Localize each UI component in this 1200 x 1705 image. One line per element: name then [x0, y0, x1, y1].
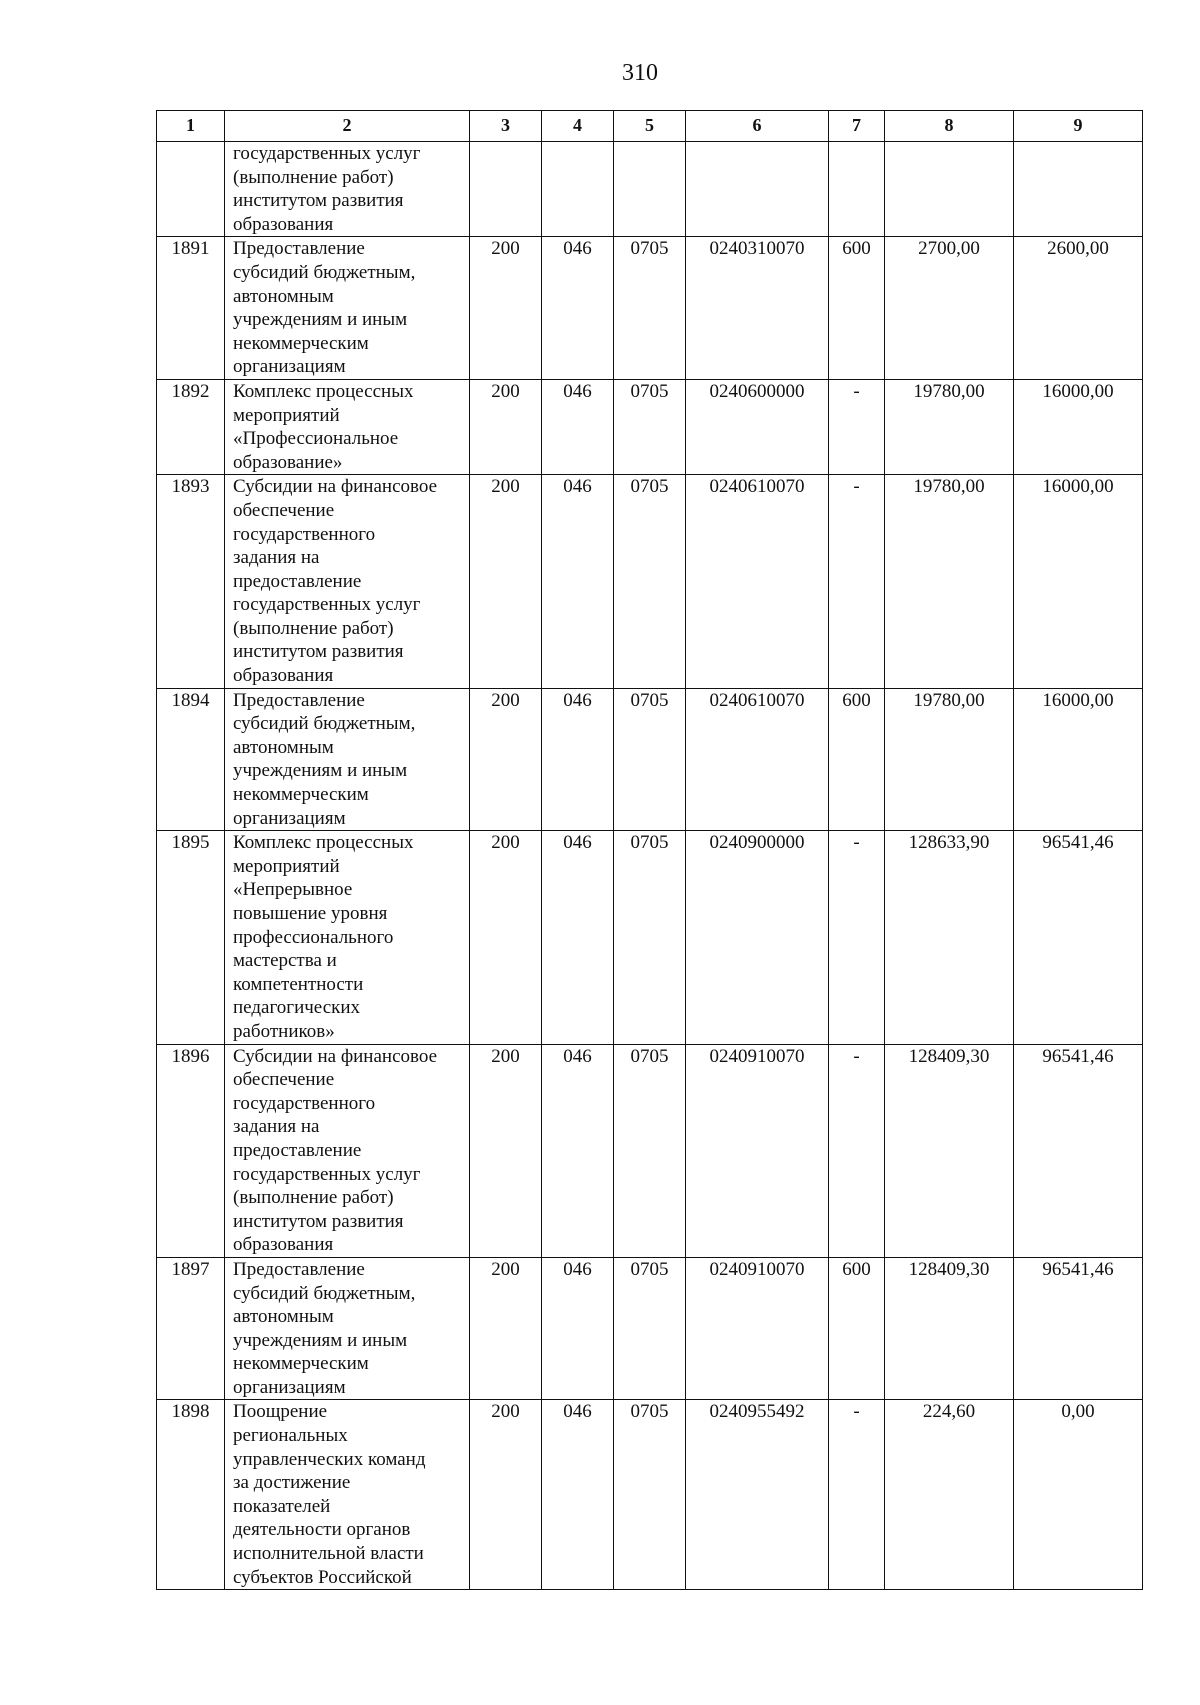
- target-article-cell: 0240600000: [686, 379, 829, 474]
- expense-type-cell: -: [829, 1044, 885, 1257]
- item-name-line: предоставление: [233, 1139, 362, 1161]
- ministry-code-cell: 046: [542, 237, 614, 380]
- header-cell: 7: [829, 111, 885, 142]
- item-name-line: институтом развития: [233, 1210, 404, 1232]
- row-number-cell: 1898: [157, 1400, 225, 1590]
- header-cell: 4: [542, 111, 614, 142]
- header-cell: 5: [614, 111, 686, 142]
- expense-type-cell: 600: [829, 237, 885, 380]
- item-name-line: автономным: [233, 736, 334, 758]
- page-number: 310: [622, 60, 658, 86]
- amount-2024-cell: 128633,90: [885, 831, 1014, 1044]
- item-name-line: некоммерческим: [233, 332, 369, 354]
- row-number-cell: 1893: [157, 475, 225, 688]
- item-name-line: Предоставление: [233, 238, 365, 260]
- item-name-cell: [225, 379, 470, 474]
- item-name-line: компетентности: [233, 973, 364, 995]
- item-name-line: образования: [233, 665, 334, 687]
- item-name-line: организациям: [233, 1376, 346, 1398]
- item-name-line: государственного: [233, 523, 376, 545]
- section-code-cell: [614, 142, 686, 237]
- item-name-line: институтом развития: [233, 190, 404, 212]
- row-number-cell: 1895: [157, 831, 225, 1044]
- item-name-cell: [225, 688, 470, 831]
- item-name-line: предоставление: [233, 570, 362, 592]
- section-code-cell: 0705: [614, 1400, 686, 1590]
- expense-type-cell: -: [829, 1400, 885, 1590]
- ministry-code-cell: 046: [542, 831, 614, 1044]
- ministry-code-cell: 046: [542, 1400, 614, 1590]
- table-header: [157, 111, 1143, 142]
- header-cell: 8: [885, 111, 1014, 142]
- amount-2024-cell: 19780,00: [885, 475, 1014, 688]
- amount-2024-cell: 2700,00: [885, 237, 1014, 380]
- header-cell: 1: [157, 111, 225, 142]
- budget-code-cell: 200: [470, 1044, 542, 1257]
- table-row: [157, 379, 1143, 474]
- amount-2025-cell: 96541,46: [1014, 1257, 1143, 1400]
- ministry-code-cell: 046: [542, 1257, 614, 1400]
- ministry-code-cell: 046: [542, 688, 614, 831]
- table-body: [157, 142, 1143, 1590]
- ministry-code-cell: 046: [542, 379, 614, 474]
- table-row: [157, 1400, 1143, 1590]
- amount-2024-cell: 19780,00: [885, 688, 1014, 831]
- ministry-code-cell: 046: [542, 475, 614, 688]
- table-row: [157, 142, 1143, 237]
- expense-type-cell: -: [829, 475, 885, 688]
- section-code-cell: 0705: [614, 379, 686, 474]
- item-name-line: Комплекс процессных: [233, 380, 414, 402]
- target-article-cell: [686, 142, 829, 237]
- item-name-cell: [225, 831, 470, 1044]
- ministry-code-cell: [542, 142, 614, 237]
- item-name-line: субсидий бюджетным,: [233, 1282, 416, 1304]
- item-name-line: Поощрение: [233, 1401, 328, 1423]
- amount-2025-cell: [1014, 142, 1143, 237]
- item-name-line: обеспечение: [233, 499, 335, 521]
- item-name-line: образования: [233, 213, 334, 235]
- item-name-line: субсидий бюджетным,: [233, 713, 416, 735]
- section-code-cell: 0705: [614, 688, 686, 831]
- item-name-line: некоммерческим: [233, 784, 369, 806]
- item-name-line: деятельности органов: [233, 1519, 411, 1541]
- budget-code-cell: [470, 142, 542, 237]
- item-name-line: Субсидии на финансовое: [233, 1045, 438, 1067]
- header-cell: 3: [470, 111, 542, 142]
- section-code-cell: 0705: [614, 475, 686, 688]
- row-number-cell: 1894: [157, 688, 225, 831]
- item-name-cell: [225, 1257, 470, 1400]
- item-name-line: Предоставление: [233, 1258, 365, 1280]
- item-name-line: автономным: [233, 1306, 334, 1328]
- item-name-line: управленческих команд: [233, 1448, 426, 1470]
- item-name-line: работников»: [233, 1020, 335, 1042]
- expense-type-cell: -: [829, 831, 885, 1044]
- amount-2025-cell: 96541,46: [1014, 1044, 1143, 1257]
- item-name-line: образование»: [233, 451, 343, 473]
- budget-code-cell: 200: [470, 475, 542, 688]
- item-name-line: задания на: [233, 547, 320, 569]
- row-number-cell: 1896: [157, 1044, 225, 1257]
- budget-code-cell: 200: [470, 1400, 542, 1590]
- section-code-cell: 0705: [614, 237, 686, 380]
- section-code-cell: 0705: [614, 1257, 686, 1400]
- item-name-cell: [225, 1400, 470, 1590]
- amount-2024-cell: [885, 142, 1014, 237]
- table-row: [157, 831, 1143, 1044]
- item-name-line: (выполнение работ): [233, 166, 394, 188]
- row-number-cell: 1891: [157, 237, 225, 380]
- table-row: [157, 1257, 1143, 1400]
- item-name-line: повышение уровня: [233, 903, 388, 924]
- amount-2025-cell: 96541,46: [1014, 831, 1143, 1044]
- item-name-cell: [225, 237, 470, 380]
- ministry-code-cell: 046: [542, 1044, 614, 1257]
- item-name-line: задания на: [233, 1116, 320, 1138]
- budget-code-cell: 200: [470, 688, 542, 831]
- amount-2024-cell: 128409,30: [885, 1257, 1014, 1400]
- item-name-line: государственного: [233, 1092, 376, 1114]
- section-code-cell: 0705: [614, 831, 686, 1044]
- item-name-line: организациям: [233, 356, 346, 378]
- target-article-cell: 0240610070: [686, 688, 829, 831]
- item-name-line: (выполнение работ): [233, 1187, 394, 1209]
- header-row: [157, 111, 1143, 142]
- item-name-line: за достижение: [233, 1472, 351, 1494]
- target-article-cell: 0240910070: [686, 1257, 829, 1400]
- target-article-cell: 0240900000: [686, 831, 829, 1044]
- amount-2025-cell: 2600,00: [1014, 237, 1143, 380]
- item-name-line: институтом развития: [233, 641, 404, 663]
- item-name-line: мастерства и: [233, 950, 337, 972]
- item-name-line: мероприятий: [233, 855, 340, 877]
- table-row: [157, 688, 1143, 831]
- target-article-cell: 0240955492: [686, 1400, 829, 1590]
- item-name-cell: [225, 475, 470, 688]
- section-code-cell: 0705: [614, 1044, 686, 1257]
- item-name-line: «Непрерывное: [233, 879, 353, 901]
- item-name-line: субсидий бюджетным,: [233, 261, 416, 283]
- item-name-line: автономным: [233, 285, 334, 307]
- header-cell: 9: [1014, 111, 1143, 142]
- row-number-cell: 1897: [157, 1257, 225, 1400]
- item-name-line: региональных: [233, 1425, 348, 1447]
- table-row: [157, 237, 1143, 380]
- item-name-line: организациям: [233, 807, 346, 829]
- item-name-line: учреждениям и иным: [233, 309, 408, 331]
- target-article-cell: 0240610070: [686, 475, 829, 688]
- item-name-line: Комплекс процессных: [233, 832, 414, 854]
- item-name-line: показателей: [233, 1495, 331, 1517]
- item-name-line: государственных услуг: [233, 1163, 421, 1185]
- target-article-cell: 0240910070: [686, 1044, 829, 1257]
- item-name-line: Субсидии на финансовое: [233, 476, 438, 498]
- item-name-line: (выполнение работ): [233, 617, 394, 639]
- item-name-line: профессионального: [233, 926, 394, 948]
- row-number-cell: [157, 142, 225, 237]
- item-name-line: учреждениям и иным: [233, 760, 408, 782]
- amount-2024-cell: 224,60: [885, 1400, 1014, 1590]
- amount-2024-cell: 128409,30: [885, 1044, 1014, 1257]
- expense-type-cell: [829, 142, 885, 237]
- budget-code-cell: 200: [470, 831, 542, 1044]
- table-row: [157, 475, 1143, 688]
- item-name-line: «Профессиональное: [233, 428, 399, 450]
- expense-type-cell: -: [829, 379, 885, 474]
- item-name-line: некоммерческим: [233, 1353, 369, 1375]
- item-name-line: Предоставление: [233, 689, 365, 711]
- item-name-line: учреждениям и иным: [233, 1329, 408, 1351]
- item-name-line: исполнительной власти: [233, 1543, 424, 1565]
- budget-table: [156, 110, 1143, 1590]
- row-number-cell: 1892: [157, 379, 225, 474]
- item-name-line: образования: [233, 1234, 334, 1256]
- header-cell: 2: [225, 111, 470, 142]
- header-cell: 6: [686, 111, 829, 142]
- amount-2024-cell: 19780,00: [885, 379, 1014, 474]
- amount-2025-cell: 0,00: [1014, 1400, 1143, 1590]
- amount-2025-cell: 16000,00: [1014, 379, 1143, 474]
- target-article-cell: 0240310070: [686, 237, 829, 380]
- expense-type-cell: 600: [829, 688, 885, 831]
- item-name-cell: [225, 142, 470, 237]
- table-row: [157, 1044, 1143, 1257]
- budget-code-cell: 200: [470, 237, 542, 380]
- budget-code-cell: 200: [470, 1257, 542, 1400]
- item-name-line: обеспечение: [233, 1069, 335, 1091]
- item-name-line: государственных услуг: [233, 143, 421, 164]
- item-name-line: субъектов Российской: [233, 1566, 412, 1588]
- amount-2025-cell: 16000,00: [1014, 688, 1143, 831]
- item-name-line: педагогических: [233, 997, 361, 1019]
- item-name-cell: [225, 1044, 470, 1257]
- item-name-line: государственных услуг: [233, 594, 421, 616]
- budget-code-cell: 200: [470, 379, 542, 474]
- item-name-line: мероприятий: [233, 404, 340, 426]
- expense-type-cell: 600: [829, 1257, 885, 1400]
- amount-2025-cell: 16000,00: [1014, 475, 1143, 688]
